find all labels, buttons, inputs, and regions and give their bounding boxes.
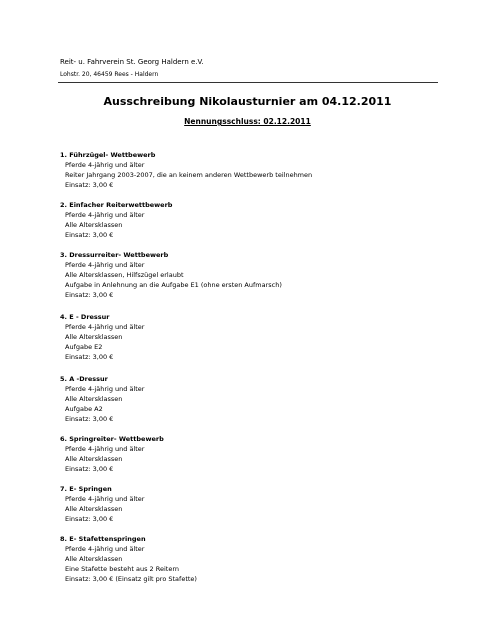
competition-detail: Reiter Jahrgang 2003-2007, die an keinem anderen Wettbewerb teilnehmen xyxy=(65,171,313,179)
competition-item xyxy=(60,484,144,524)
competition-fee: Einsatz: 3,00 € (Einsatz gilt pro Stafette) xyxy=(65,575,197,583)
competition-fee: Einsatz: 3,00 € xyxy=(65,181,114,189)
competition-detail: Pferde 4-jährig und älter xyxy=(65,211,145,219)
competition-detail: Pferde 4-jährig und älter xyxy=(65,385,145,393)
competition-item xyxy=(60,374,144,424)
entry-deadline: Nennungsschluss: 02.12.2011 xyxy=(184,117,311,126)
organization-name: Reit- u. Fahrverein St. Georg Haldern e.V. xyxy=(60,58,204,66)
organization-header xyxy=(60,57,204,79)
competition-heading: 6. Springreiter- Wettbewerb xyxy=(60,435,164,443)
competition-heading: 2. Einfacher Reiterwettbewerb xyxy=(60,201,173,209)
competition-detail: Alle Altersklassen, Hilfszügel erlaubt xyxy=(65,271,184,279)
competition-fee: Einsatz: 3,00 € xyxy=(65,415,114,423)
competition-detail: Pferde 4-jährig und älter xyxy=(65,545,145,553)
competition-heading: 3. Dressurreiter- Wettbewerb xyxy=(60,251,169,259)
competition-detail: Eine Stafette besteht aus 2 Reitern xyxy=(65,565,180,573)
competition-detail: Pferde 4-jährig und älter xyxy=(65,161,145,169)
competition-fee: Einsatz: 3,00 € xyxy=(65,465,114,473)
competition-item xyxy=(60,434,164,474)
document-title: Ausschreibung Nikolausturnier am 04.12.2011 xyxy=(103,95,392,108)
competition-detail: Pferde 4-jährig und älter xyxy=(65,261,145,269)
competition-item xyxy=(60,534,197,584)
competition-detail: Pferde 4-jährig und älter xyxy=(65,495,145,503)
competition-heading: 7. E- Springen xyxy=(60,485,112,493)
competition-detail: Alle Altersklassen xyxy=(65,221,123,229)
competition-item xyxy=(60,312,144,362)
competition-detail: Alle Altersklassen xyxy=(65,455,123,463)
competition-detail: Pferde 4-jährig und älter xyxy=(65,323,145,331)
competition-item xyxy=(60,250,282,300)
competition-detail: Pferde 4-jährig und älter xyxy=(65,445,145,453)
organization-address: Lohstr. 20, 46459 Rees - Haldern xyxy=(60,71,159,78)
competition-heading: 5. A -Dressur xyxy=(60,375,108,383)
competition-fee: Einsatz: 3,00 € xyxy=(65,353,114,361)
competition-item xyxy=(60,200,172,240)
competition-detail: Alle Altersklassen xyxy=(65,505,123,513)
competition-detail: Aufgabe E2 xyxy=(65,343,103,351)
competition-detail: Alle Altersklassen xyxy=(65,555,123,563)
competition-detail: Alle Altersklassen xyxy=(65,395,123,403)
competition-detail: Alle Altersklassen xyxy=(65,333,123,341)
competition-heading: 8. E- Stafettenspringen xyxy=(60,535,146,543)
header-divider xyxy=(58,82,438,83)
competition-detail: Aufgabe A2 xyxy=(65,405,103,413)
competition-fee: Einsatz: 3,00 € xyxy=(65,231,114,239)
competition-detail: Aufgabe in Anlehnung an die Aufgabe E1 (ohne ersten Aufmarsch) xyxy=(65,281,282,289)
competition-heading: 4. E - Dressur xyxy=(60,313,110,321)
competition-fee: Einsatz: 3,00 € xyxy=(65,515,114,523)
competition-heading: 1. Führzügel- Wettbewerb xyxy=(60,151,156,159)
competition-fee: Einsatz: 3,00 € xyxy=(65,291,114,299)
competition-item xyxy=(60,150,312,190)
